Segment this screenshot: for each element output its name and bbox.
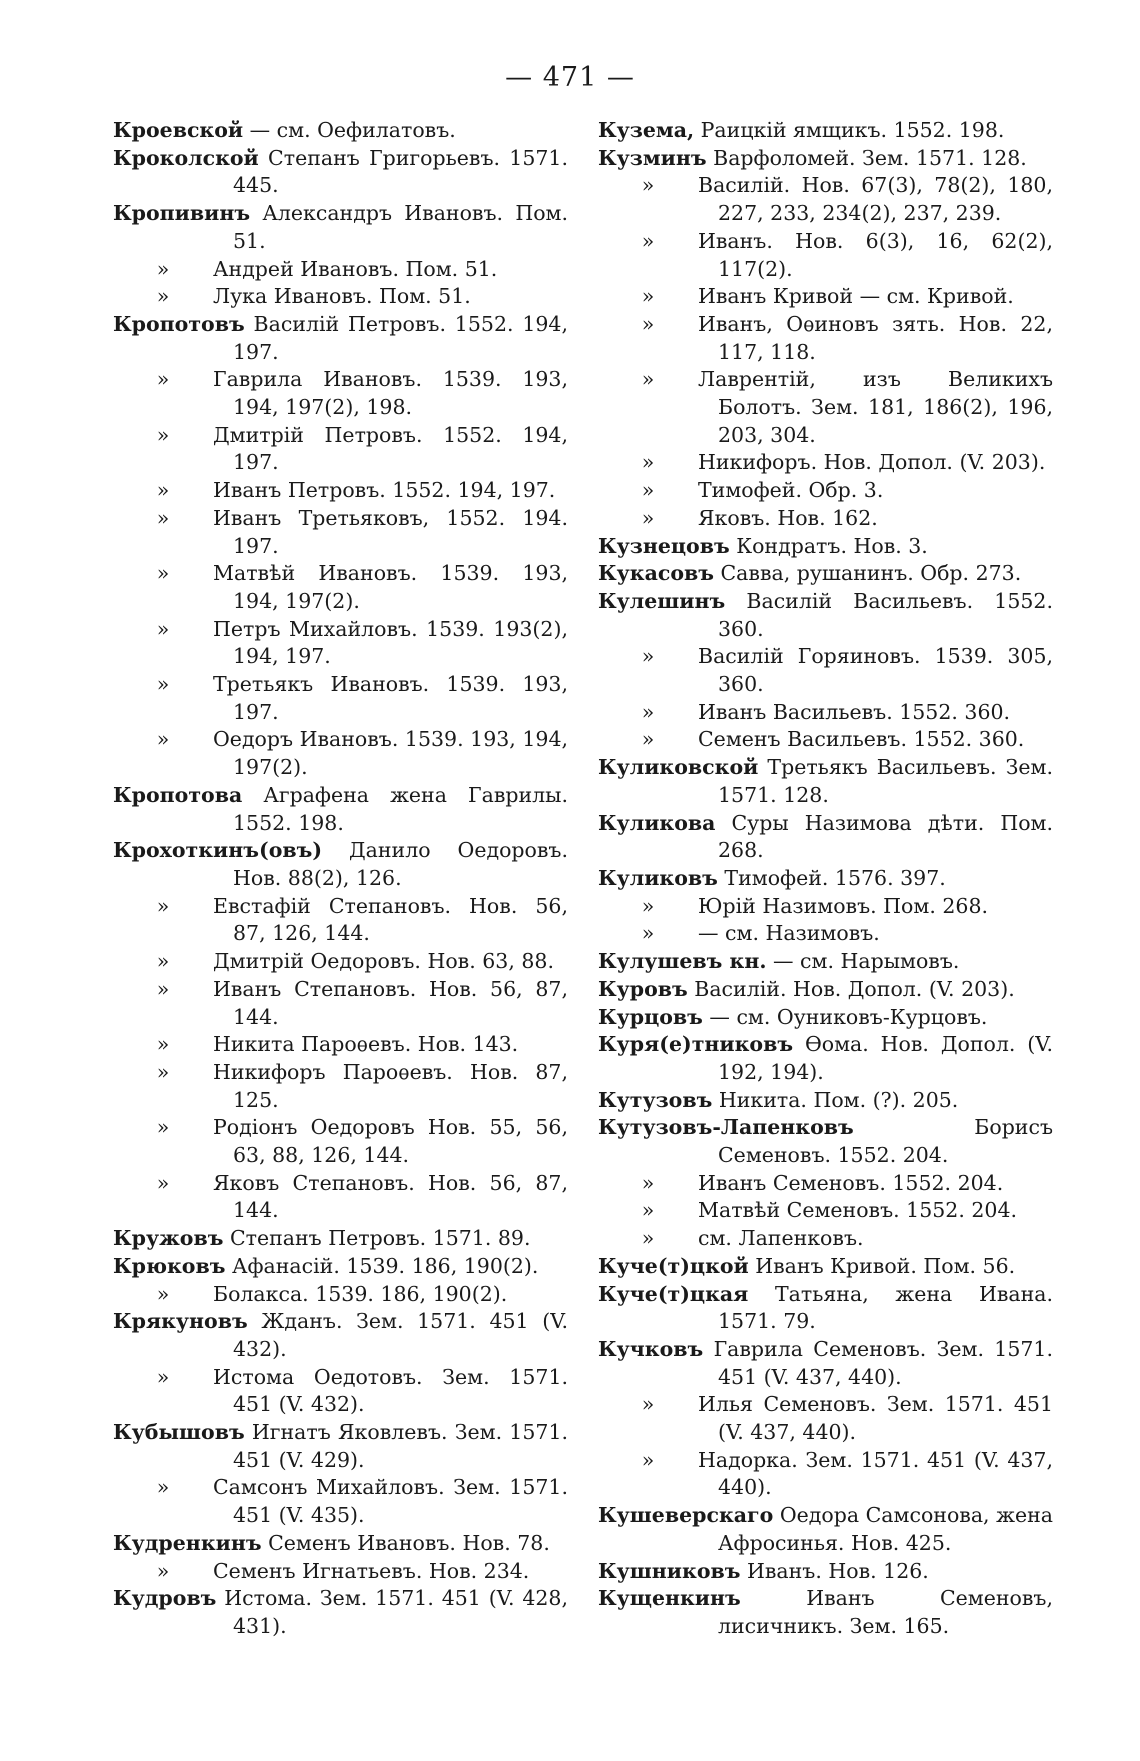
entry-text: Иванъ Третьяковъ, 1552. 194. 197. <box>213 505 568 558</box>
entry-text: Иванъ. Нов. 126. <box>740 1558 929 1583</box>
ditto-mark: » <box>641 644 655 669</box>
ditto-mark: » <box>156 478 170 503</box>
entry-text: Оедора Самсонова, жена Афросинья. Нов. 425. <box>718 1503 1053 1555</box>
index-subentry <box>113 976 568 1031</box>
entry-text: Дмитрій Петровъ. 1552. 194, 197. <box>213 422 568 475</box>
entry-text: Кондратъ. Нов. 3. <box>729 533 928 558</box>
index-subentry <box>113 1031 568 1059</box>
entry-headword: Кушеверскаго <box>598 1503 774 1528</box>
ditto-mark: » <box>641 1170 655 1195</box>
entry-text: Истома Оедотовъ. Зем. 1571. 451 (V. 432). <box>213 1364 568 1417</box>
entry-text: Оедоръ Ивановъ. 1539. 193, 194, 197(2). <box>213 727 568 780</box>
ditto-mark: » <box>156 1281 170 1306</box>
index-entry <box>598 560 1053 588</box>
index-entry <box>598 1558 1053 1586</box>
ditto-mark: » <box>156 1115 170 1140</box>
entry-headword: Кузнецовъ <box>598 533 730 558</box>
right-column <box>598 117 1053 1641</box>
entry-text: Петръ Михайловъ. 1539. 193(2), 194, 197. <box>213 616 568 669</box>
entry-text: Василій. Нов. 67(3), 78(2), 180, 227, 233, 234(2), 237, 239. <box>698 173 1053 226</box>
entry-text: Юрій Назимовъ. Пом. 268. <box>698 893 989 918</box>
index-entry <box>598 1253 1053 1281</box>
index-subentry <box>113 1170 568 1225</box>
ditto-mark: » <box>641 228 655 253</box>
index-entry <box>598 976 1053 1004</box>
entry-text: Никита. Пом. (?). 205. <box>712 1087 959 1112</box>
entry-text: Лука Ивановъ. Пом. 51. <box>213 284 471 309</box>
entry-text: Матвѣй Семеновъ. 1552. 204. <box>698 1198 1018 1223</box>
entry-text: Василій. Нов. Допол. (V. 203). <box>687 976 1015 1001</box>
index-entry <box>113 1419 568 1474</box>
entry-text: Третьякъ Васильевъ. Зем. 1571. 128. <box>718 755 1053 807</box>
index-subentry <box>113 477 568 505</box>
entry-text: Василій Горяиновъ. 1539. 305, 360. <box>698 644 1053 697</box>
index-subentry <box>113 1364 568 1419</box>
index-subentry <box>598 643 1053 698</box>
index-entry <box>113 145 568 200</box>
entry-text: Матвѣй Ивановъ. 1539. 193, 194, 197(2). <box>213 561 568 613</box>
entry-text: — см. Назимовъ. <box>698 921 880 946</box>
index-subentry <box>113 283 568 311</box>
entry-text: Яковъ Степановъ. Нов. 56, 87, 144. <box>213 1170 568 1223</box>
index-entry <box>113 1253 568 1281</box>
entry-headword: Куче(т)цкой <box>598 1253 749 1278</box>
index-subentry <box>598 1225 1053 1253</box>
entry-text: Степанъ Петровъ. 1571. 89. <box>223 1226 531 1251</box>
entry-text: Гаврила Ивановъ. 1539. 193, 194, 197(2), 198. <box>213 367 568 420</box>
index-subentry <box>598 1197 1053 1225</box>
entry-text: Евстафій Степановъ. Нов. 56, 87, 126, 144. <box>213 893 568 946</box>
entry-text: Иванъ Кривой. Пом. 56. <box>748 1253 1016 1278</box>
index-subentry <box>598 920 1053 948</box>
entry-headword: Кулешинъ <box>598 588 726 613</box>
index-entry <box>598 810 1053 865</box>
entry-text: Истома. Зем. 1571. 451 (V. 428, 431). <box>216 1586 568 1638</box>
entry-text: Афанасій. 1539. 186, 190(2). <box>225 1253 539 1278</box>
index-subentry <box>598 505 1053 533</box>
entry-headword: Кропотова <box>113 782 243 807</box>
ditto-mark: » <box>156 949 170 974</box>
entry-text: Гаврила Семеновъ. Зем. 1571. 451 (V. 437, 440). <box>703 1336 1053 1389</box>
index-entry <box>113 837 568 892</box>
entry-headword: Кутузовъ-Лапенковъ <box>598 1115 854 1140</box>
ditto-mark: » <box>641 450 655 475</box>
entry-text: Иванъ Васильевъ. 1552. 360. <box>698 699 1011 724</box>
entry-text: Игнатъ Яковлевъ. Зем. 1571. 451 (V. 429). <box>233 1420 568 1472</box>
entry-headword: Кущенкинъ <box>598 1586 741 1611</box>
entry-text: Суры Назимова дѣти. Пом. 268. <box>715 810 1053 863</box>
index-subentry <box>598 699 1053 727</box>
entry-headword: Кроевской <box>113 118 244 142</box>
index-entry <box>598 1502 1053 1557</box>
index-entry <box>598 1004 1053 1032</box>
entry-headword: Кроколской <box>113 145 259 170</box>
entry-text: Тимофей. Обр. 3. <box>698 478 884 503</box>
entry-headword: Кушниковъ <box>598 1558 741 1583</box>
ditto-mark: » <box>641 893 655 918</box>
ditto-mark: » <box>641 727 655 752</box>
ditto-mark: » <box>641 1392 655 1417</box>
ditto-mark: » <box>156 256 170 281</box>
ditto-mark: » <box>156 727 170 752</box>
index-entry <box>598 533 1053 561</box>
index-entry <box>113 782 568 837</box>
entry-headword: Куликовской <box>598 755 759 780</box>
index-subentry <box>113 893 568 948</box>
entry-text: Аграфена жена Гаврилы. 1552. 198. <box>233 782 568 835</box>
entry-headword: Кулушевъ кн. <box>598 949 767 974</box>
ditto-mark: » <box>156 976 170 1001</box>
page-number: — 471 — <box>505 62 635 93</box>
entry-text: Никита Пароѳевъ. Нов. 143. <box>213 1032 519 1057</box>
entry-text: Раицкій ямщикъ. 1552. 198. <box>694 118 1005 142</box>
index-entry <box>598 117 1053 145</box>
entry-text: Семенъ Васильевъ. 1552. 360. <box>698 727 1025 752</box>
index-subentry <box>598 477 1053 505</box>
ditto-mark: » <box>156 1170 170 1195</box>
entry-headword: Кучковъ <box>598 1336 704 1361</box>
index-subentry <box>598 449 1053 477</box>
entry-text: Никифоръ. Нов. Допол. (V. 203). <box>698 450 1046 475</box>
index-subentry <box>598 893 1053 921</box>
index-entry <box>113 1585 568 1640</box>
entry-text: Семенъ Ивановъ. Нов. 78. <box>261 1530 550 1555</box>
entry-headword: Кудренкинъ <box>113 1530 262 1555</box>
entry-text: — см. Оефилатовъ. <box>243 118 456 142</box>
entry-headword: Курцовъ <box>598 1004 703 1029</box>
entry-text: Иванъ Семеновъ. 1552. 204. <box>698 1170 1004 1195</box>
entry-text: Иванъ Кривой — см. Кривой. <box>698 284 1014 309</box>
entry-headword: Кропотовъ <box>113 311 245 336</box>
index-subentry <box>113 1474 568 1529</box>
entry-text: Ѳома. Нов. Допол. (V. 192, 194). <box>718 1032 1053 1084</box>
index-entry <box>598 1281 1053 1336</box>
entry-text: Варфоломей. Зем. 1571. 128. <box>706 145 1027 170</box>
entry-text: Иванъ. Нов. 6(3), 16, 62(2), 117(2). <box>698 228 1053 281</box>
index-entry <box>113 117 568 145</box>
index-subentry <box>598 283 1053 311</box>
ditto-mark: » <box>641 1447 655 1472</box>
index-entry <box>113 1225 568 1253</box>
entry-text: см. Лапенковъ. <box>698 1226 864 1251</box>
entry-headword: Кубышовъ <box>113 1420 245 1445</box>
ditto-mark: » <box>156 672 170 697</box>
index-subentry <box>113 1281 568 1309</box>
ditto-mark: » <box>156 893 170 918</box>
index-entry <box>113 1308 568 1363</box>
entry-text: — см. Оуниковъ-Курцовъ. <box>702 1004 988 1029</box>
index-entry <box>598 1087 1053 1115</box>
index-subentry <box>598 228 1053 283</box>
index-entry <box>598 865 1053 893</box>
entry-text: Савва, рушанинъ. Обр. 273. <box>713 561 1022 586</box>
ditto-mark: » <box>156 1364 170 1389</box>
ditto-mark: » <box>641 284 655 309</box>
left-column <box>113 117 568 1641</box>
entry-text: Иванъ Степановъ. Нов. 56, 87, 144. <box>213 976 568 1029</box>
entry-text: Лаврентій, изъ Великихъ Болотъ. Зем. 181, 186(2), 196, 203, 304. <box>698 367 1053 447</box>
ditto-mark: » <box>641 1198 655 1223</box>
entry-headword: Кузминъ <box>598 145 707 170</box>
ditto-mark: » <box>641 921 655 946</box>
index-entry <box>598 1336 1053 1391</box>
ditto-mark: » <box>641 173 655 198</box>
index-subentry <box>113 948 568 976</box>
index-subentry <box>113 1114 568 1169</box>
index-subentry <box>598 172 1053 227</box>
ditto-mark: » <box>641 367 655 392</box>
entry-headword: Крюковъ <box>113 1253 226 1278</box>
entry-text: Василій Васильевъ. 1552. 360. <box>718 588 1053 641</box>
index-entry <box>598 1585 1053 1640</box>
index-subentry <box>598 726 1053 754</box>
entry-text: Татьяна, жена Ивана. 1571. 79. <box>718 1281 1053 1334</box>
index-entry <box>598 948 1053 976</box>
entry-text: Яковъ. Нов. 162. <box>698 505 878 530</box>
entry-text: Иванъ Семеновъ, лисичникъ. Зем. 165. <box>718 1586 1053 1638</box>
index-entry <box>598 1031 1053 1086</box>
entry-text: Борисъ Семеновъ. 1552. 204. <box>718 1115 1053 1168</box>
entry-text: Дмитрій Оедоровъ. Нов. 63, 88. <box>213 949 554 974</box>
index-subentry <box>598 1170 1053 1198</box>
index-entry <box>598 1114 1053 1169</box>
ditto-mark: » <box>156 367 170 392</box>
ditto-mark: » <box>156 505 170 530</box>
ditto-mark: » <box>156 422 170 447</box>
ditto-mark: » <box>156 1059 170 1084</box>
ditto-mark: » <box>641 505 655 530</box>
entry-text: Иванъ, Оѳиновъ зять. Нов. 22, 117, 118. <box>698 311 1053 364</box>
entry-text: Степанъ Григорьевъ. 1571. 445. <box>233 145 568 198</box>
entry-headword: Кудровъ <box>113 1586 217 1611</box>
entry-text: Тимофей. 1576. 397. <box>717 865 946 890</box>
index-entry <box>113 200 568 255</box>
entry-text: — см. Нарымовъ. <box>766 949 960 974</box>
index-subentry <box>113 505 568 560</box>
entry-headword: Кукасовъ <box>598 561 714 586</box>
ditto-mark: » <box>641 699 655 724</box>
index-entry <box>113 311 568 366</box>
ditto-mark: » <box>641 1226 655 1251</box>
index-subentry <box>113 560 568 615</box>
entry-text: Александръ Ивановъ. Пом. 51. <box>233 201 568 253</box>
index-entry <box>113 1530 568 1558</box>
entry-headword: Кружовъ <box>113 1226 224 1251</box>
entry-text: Надорка. Зем. 1571. 451 (V. 437, 440). <box>698 1447 1053 1500</box>
entry-text: Илья Семеновъ. Зем. 1571. 451 (V. 437, 440). <box>698 1392 1053 1445</box>
index-subentry <box>113 616 568 671</box>
entry-text: Третьякъ Ивановъ. 1539. 193, 197. <box>213 672 568 724</box>
entry-headword: Кропивинъ <box>113 201 251 226</box>
entry-text: Иванъ Петровъ. 1552. 194, 197. <box>213 478 556 503</box>
entry-headword: Крохоткинъ(овъ) <box>113 838 323 863</box>
entry-headword: Куровъ <box>598 976 688 1001</box>
ditto-mark: » <box>156 284 170 309</box>
index-subentry <box>598 1447 1053 1502</box>
index-entry <box>598 145 1053 173</box>
index-subentry <box>113 726 568 781</box>
entry-text: Василій Петровъ. 1552. 194, 197. <box>233 311 568 364</box>
entry-text: Жданъ. Зем. 1571. 451 (V. 432). <box>233 1309 568 1361</box>
entry-headword: Куче(т)цкая <box>598 1281 749 1306</box>
entry-text: Самсонъ Михайловъ. Зем. 1571. 451 (V. 435). <box>213 1475 568 1528</box>
index-subentry <box>598 366 1053 449</box>
index-subentry <box>113 671 568 726</box>
index-entry <box>598 588 1053 643</box>
entry-headword: Куликова <box>598 810 716 835</box>
index-subentry <box>113 1558 568 1586</box>
ditto-mark: » <box>156 1032 170 1057</box>
entry-text: Данило Оедоровъ. Нов. 88(2), 126. <box>233 838 568 890</box>
index-subentry <box>113 422 568 477</box>
entry-text: Андрей Ивановъ. Пом. 51. <box>213 256 498 281</box>
ditto-mark: » <box>156 616 170 641</box>
entry-headword: Куликовъ <box>598 865 718 890</box>
index-subentry <box>598 311 1053 366</box>
ditto-mark: » <box>156 1475 170 1500</box>
index-subentry <box>113 256 568 284</box>
ditto-mark: » <box>641 478 655 503</box>
ditto-mark: » <box>156 561 170 586</box>
index-entry <box>598 754 1053 809</box>
entry-headword: Кузема, <box>598 118 695 142</box>
ditto-mark: » <box>156 1558 170 1583</box>
entry-text: Родіонъ Оедоровъ Нов. 55, 56, 63, 88, 126, 144. <box>213 1115 568 1168</box>
entry-text: Семенъ Игнатьевъ. Нов. 234. <box>213 1558 530 1583</box>
entry-headword: Кутузовъ <box>598 1087 713 1112</box>
entry-headword: Куря(е)тниковъ <box>598 1032 794 1057</box>
index-subentry <box>113 1059 568 1114</box>
entry-text: Никифоръ Пароѳевъ. Нов. 87, 125. <box>213 1059 568 1112</box>
entry-text: Болакса. 1539. 186, 190(2). <box>213 1281 508 1306</box>
index-subentry <box>598 1391 1053 1446</box>
entry-headword: Крякуновъ <box>113 1309 248 1334</box>
index-subentry <box>113 366 568 421</box>
ditto-mark: » <box>641 311 655 336</box>
